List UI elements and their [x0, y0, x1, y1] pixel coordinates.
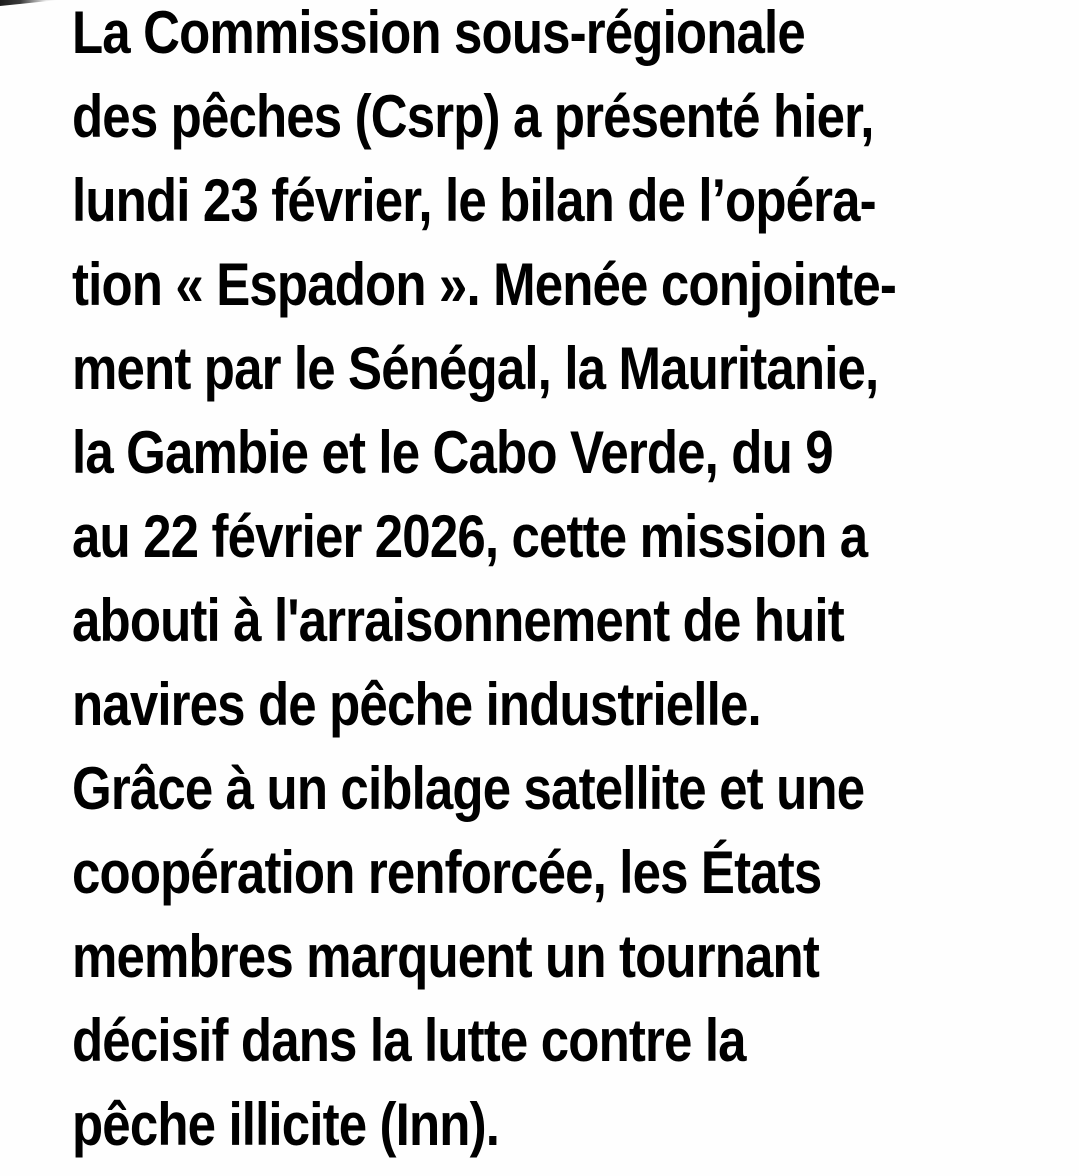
text-line: La Commission sous-régionale — [72, 0, 805, 66]
text-line: tion « Espadon ». Menée conjointe- — [72, 251, 897, 318]
text-line: ment par le Sénégal, la Mauritanie, — [72, 335, 879, 402]
text-line: des pêches (Csrp) a présenté hier, — [72, 83, 874, 150]
text-line: la Gambie et le Cabo Verde, du 9 — [72, 419, 833, 486]
text-line: navires de pêche industrielle. — [72, 671, 761, 738]
text-line: au 22 février 2026, cette mission a — [72, 503, 868, 570]
text-line: pêche illicite (Inn). — [72, 1091, 500, 1158]
text-line: coopération renforcée, les États — [72, 839, 822, 906]
article-text-block — [72, 0, 1059, 1167]
text-line: lundi 23 février, le bilan de l’opéra- — [72, 167, 876, 234]
text-line: membres marquent un tournant — [72, 923, 819, 990]
top-left-clipped-artifact — [0, 0, 58, 6]
text-line: Grâce à un ciblage satellite et une — [72, 755, 865, 822]
text-line: abouti à l'arraisonnement de huit — [72, 587, 844, 654]
text-line: décisif dans la lutte contre la — [72, 1007, 746, 1074]
